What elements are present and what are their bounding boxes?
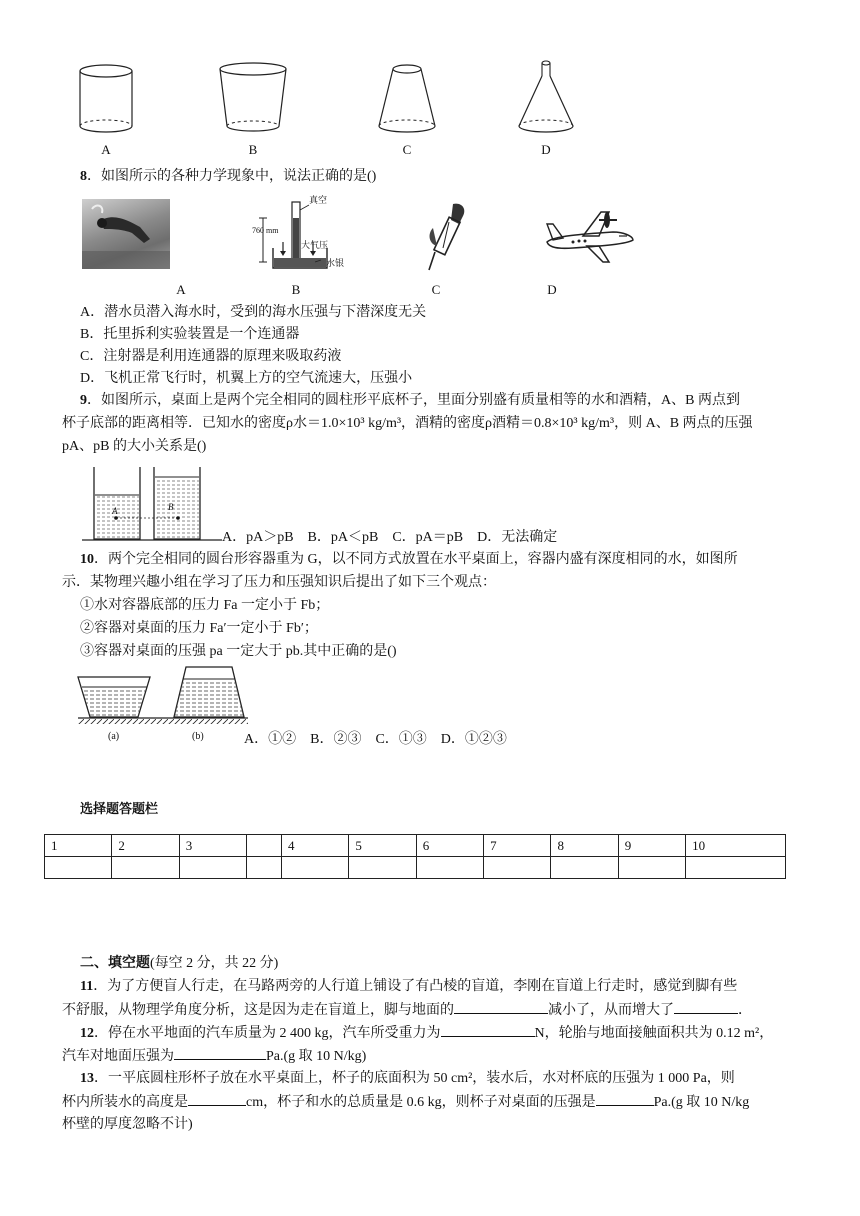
answer-header-cell: 6 <box>416 835 483 857</box>
point-b-label: B <box>168 502 174 512</box>
figure-a-label: (a) <box>108 731 120 742</box>
container-label-d: D <box>541 142 551 157</box>
frustum-containers-figure <box>78 665 248 727</box>
q10-view-1: ①水对容器底部的压力 Fa 一定小于 Fb； <box>80 598 330 613</box>
answer-cell[interactable] <box>618 857 685 879</box>
q13-blank-2[interactable] <box>596 1091 654 1106</box>
question-13-line-1: 13．一平底圆柱形杯子放在水平桌面上，杯子的底面积为 50 cm²，装水后，水对杯底的压强为 1 000 Pa，则 <box>80 1071 735 1086</box>
answer-table <box>44 834 786 879</box>
section-2-heading: 二、填空题(每空 2 分，共 22 分) <box>80 956 279 971</box>
question-8-stem: 8．如图所示的各种力学现象中，说法正确的是() <box>80 169 377 184</box>
container-label-c: C <box>402 142 412 157</box>
q8-option-c: C．注射器是利用连通器的原理来吸取药液 <box>80 349 342 364</box>
point-a-label: A <box>112 506 118 516</box>
q12-blank-1[interactable] <box>441 1022 535 1037</box>
answer-header-cell: 3 <box>179 835 246 857</box>
answer-header-cell: 10 <box>686 835 786 857</box>
question-13-line-3: 杯壁的厚度忽略不计) <box>62 1117 193 1132</box>
q12-blank-2[interactable] <box>174 1045 266 1060</box>
q13-blank-1[interactable] <box>188 1091 246 1106</box>
q8-fig-label-d: D <box>547 282 557 297</box>
answer-cell[interactable] <box>416 857 483 879</box>
question-11-line-1: 11．为了方便盲人行走，在马路两旁的人行道上铺设了有凸棱的盲道，李刚在盲道上行走时，感觉到脚有些 <box>80 979 738 994</box>
answer-cell[interactable] <box>282 857 349 879</box>
label-mercury: 水银 <box>326 258 345 268</box>
container-d <box>516 58 576 140</box>
answer-cell[interactable] <box>112 857 179 879</box>
answer-header-cell: 7 <box>484 835 551 857</box>
container-label-a: A <box>101 142 111 157</box>
torricelli-apparatus <box>255 196 375 276</box>
airplane <box>543 208 637 264</box>
answer-header-cell: 1 <box>45 835 112 857</box>
question-13-line-2: 杯内所装水的高度是 cm，杯子和水的总质量是 0.6 kg，则杯子对桌面的压强是 Pa.(g 取 10 N/kg <box>62 1091 798 1113</box>
label-760mm: 760 mm <box>252 226 279 235</box>
label-atmospheric-pressure: 大气压 <box>301 240 329 250</box>
answer-cell[interactable] <box>349 857 416 879</box>
q10-options: A．①② B．②③ C．①③ D．①②③ <box>244 732 507 747</box>
q8-option-b: B．托里拆利实验装置是一个连通器 <box>80 327 300 342</box>
q10-view-2: ②容器对桌面的压力 Fa′一定小于 Fb′； <box>80 621 318 636</box>
answer-header-cell: 2 <box>112 835 179 857</box>
answer-header-cell: 9 <box>618 835 685 857</box>
q8-fig-label-c: C <box>431 282 441 297</box>
question-12-line-2: 汽车对地面压强为 Pa.(g 取 10 N/kg) <box>62 1045 798 1067</box>
question-9-line-2: 杯子底部的距离相等．已知水的密度ρ水＝1.0×10³ kg/m³，酒精的密度ρ酒精＝0.8×10³ kg/m³，则 A、B 两点的压强 <box>62 416 753 431</box>
figure-b-label: (b) <box>192 731 204 742</box>
syringe-hand <box>425 198 471 276</box>
answer-cell[interactable] <box>686 857 786 879</box>
answer-bar-title: 选择题答题栏 <box>80 801 159 816</box>
q8-option-d: D．飞机正常飞行时，机翼上方的空气流速大，压强小 <box>80 371 413 386</box>
answer-header-cell: 4 <box>282 835 349 857</box>
question-11-line-2: 不舒服，从物理学角度分析，这是因为走在盲道上，脚与地面的 减小了，从而增大了 ． <box>62 999 798 1021</box>
answer-cell[interactable] <box>45 857 112 879</box>
question-9-line-3: pA、pB 的大小关系是() <box>62 439 207 454</box>
question-9-line-1: 9．如图所示，桌面上是两个完全相同的圆柱形平底杯子，里面分别盛有质量相等的水和酒精，A、B 两点到 <box>80 393 740 408</box>
answer-cell[interactable] <box>551 857 618 879</box>
container-b <box>218 60 288 140</box>
answer-header-cell: 8 <box>551 835 618 857</box>
answer-header-cell: 5 <box>349 835 416 857</box>
question-10-line-1: 10．两个完全相同的圆台形容器重为 G，以不同方式放置在水平桌面上，容器内盛有深度相同的水，如图所 <box>80 552 738 567</box>
two-cups-figure <box>82 463 222 543</box>
q11-blank-1[interactable] <box>454 999 548 1014</box>
q11-blank-2[interactable] <box>674 999 738 1014</box>
answer-cell[interactable] <box>247 857 282 879</box>
q8-option-a: A．潜水员潜入海水时，受到的海水压强与下潜深度无关 <box>80 305 427 320</box>
container-label-b: B <box>248 142 258 157</box>
question-10-line-2: 示．某物理兴趣小组在学习了压力和压强知识后提出了如下三个观点： <box>62 575 496 590</box>
container-a <box>78 62 134 140</box>
label-vacuum: 真空 <box>309 195 328 205</box>
q10-view-3: ③容器对桌面的压强 pa 一定大于 pb.其中正确的是() <box>80 644 397 659</box>
answer-cell[interactable] <box>179 857 246 879</box>
container-c <box>376 60 438 140</box>
question-12-line-1: 12．停在水平地面的汽车质量为 2 400 kg，汽车所受重力为 N，轮胎与地面接触面积共为 0.12 m²， <box>80 1022 798 1044</box>
q9-options: A．pA＞pB B．pA＜pB C．pA＝pB D．无法确定 <box>222 530 558 545</box>
answer-header-cell <box>247 835 282 857</box>
q8-fig-label-b: B <box>291 282 301 297</box>
answer-table-blank-row <box>45 857 786 879</box>
diver-photo <box>82 199 170 269</box>
q8-fig-label-a: A <box>176 282 186 297</box>
answer-table-header-row <box>45 835 786 857</box>
answer-cell[interactable] <box>484 857 551 879</box>
